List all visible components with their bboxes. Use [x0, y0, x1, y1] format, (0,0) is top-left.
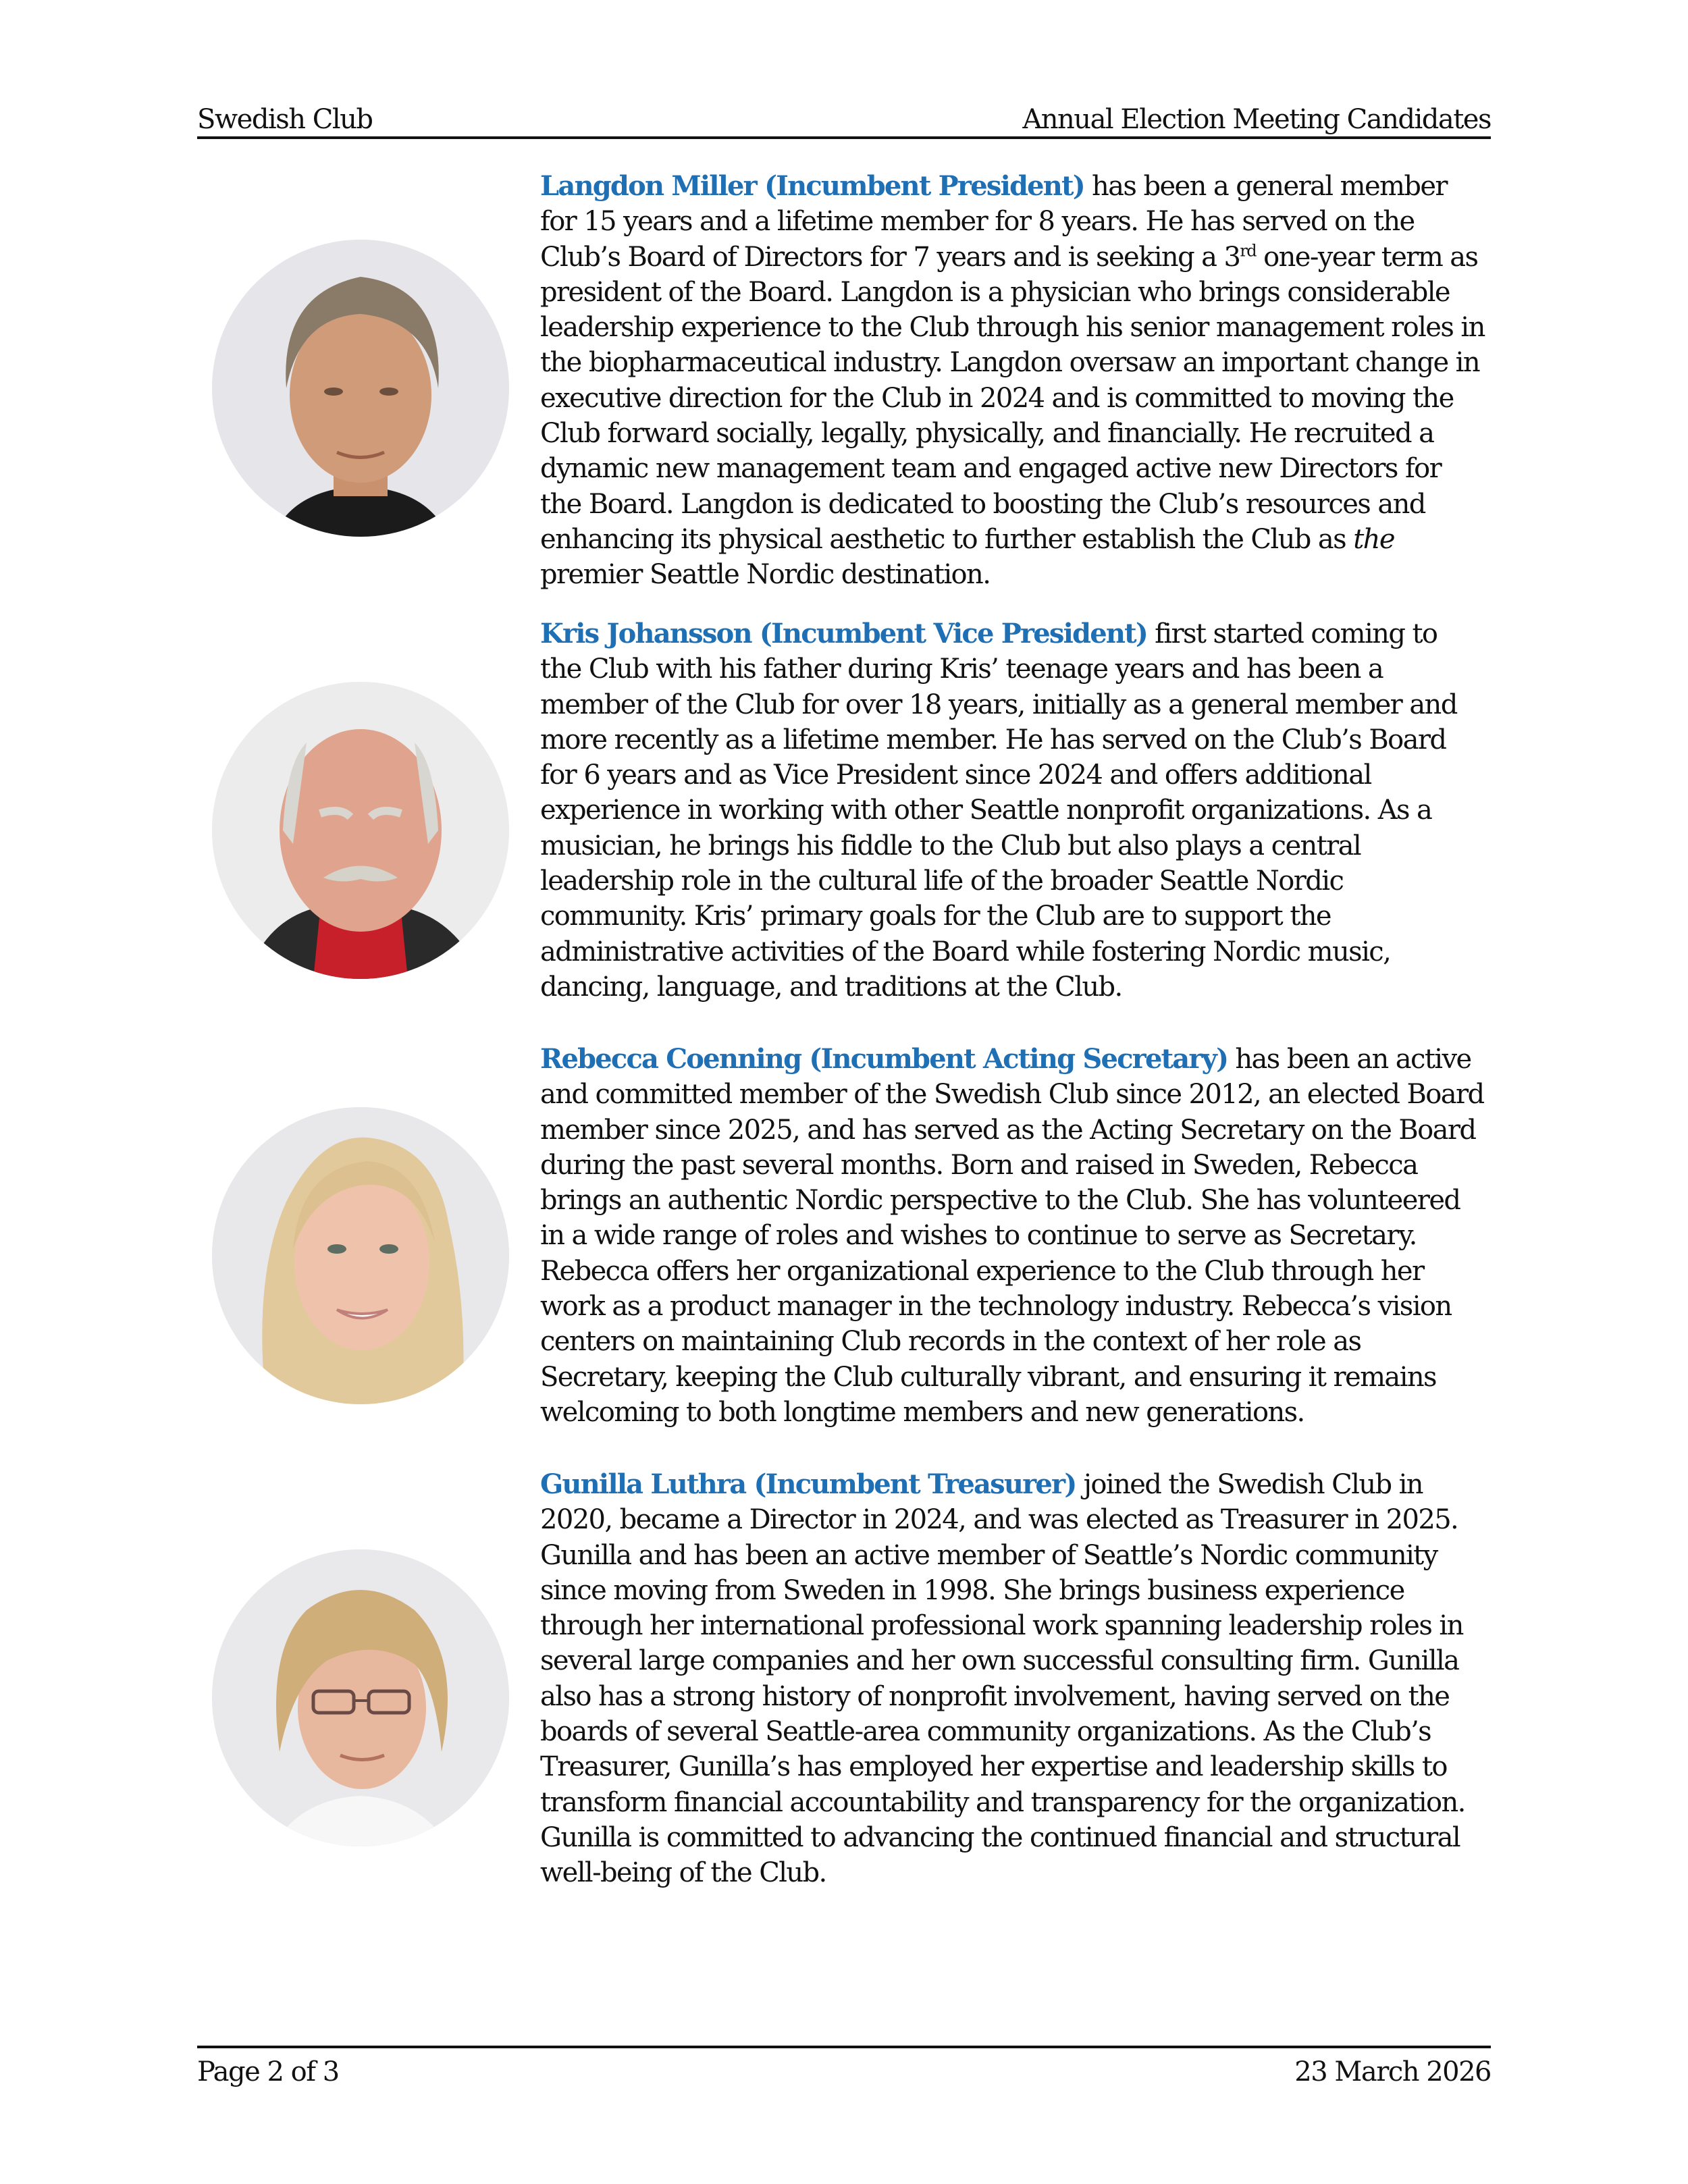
portrait-man-mustache-icon	[212, 682, 509, 979]
candidate-name: Rebecca Coenning (Incumbent Acting Secretary)	[540, 1043, 1228, 1075]
header-club-name: Swedish Club	[197, 104, 373, 135]
candidate-name: Langdon Miller (Incumbent President)	[540, 170, 1084, 202]
candidate-bio: Kris Johansson (Incumbent Vice President) first started coming to the Club with his father during Kris’ teenage years and has been a member of the Club for over 18 years, initially as a general member and more recently as a lifetime member. He has served on the Club’s Board for 6 years and as Vice President since 2024 and offers additional experience in working with other Seattle nonprofit organizations. As a musician, he brings his fiddle to the Club but also plays a central leadership role in the cultural life of the broader Seattle Nordic community. Kris’ primary goals for the Club are to support the administrative activities of the Board while fostering Nordic music, dancing, language, and traditions at the Club.	[540, 618, 1457, 1003]
header-document-title: Annual Election Meeting Candidates	[1022, 104, 1491, 135]
portrait-woman-glasses-icon	[212, 1549, 509, 1846]
portrait-man-gray-hair-icon	[212, 240, 509, 537]
portrait-woman-blonde-long-icon	[212, 1107, 509, 1404]
page-footer	[197, 2046, 1491, 2096]
candidate-photo	[212, 1107, 509, 1404]
document-date: 23 March 2026	[1294, 2056, 1491, 2087]
candidate-bio: Rebecca Coenning (Incumbent Acting Secretary) has been an active and committed member of the Swedish Club since 2012, an elected Board member since 2025, and has served as the Acting Secretary on the Board during the past several months. Born and raised in Sweden, Rebecca brings an authentic Nordic perspective to the Club. She has volunteered in a wide range of roles and wishes to continue to serve as Secretary. Rebecca offers her organizational experience to the Club through her work as a product manager in the technology industry. Rebecca’s vision centers on maintaining Club records in the context of her role as Secretary, keeping the Club culturally vibrant, and ensuring it remains welcoming to both longtime members and new generations.	[540, 1043, 1484, 1428]
candidate-name: Gunilla Luthra (Incumbent Treasurer)	[540, 1468, 1076, 1500]
candidate-photo	[212, 240, 509, 537]
page-number: Page 2 of 3	[197, 2056, 339, 2087]
page-header	[197, 95, 1491, 139]
candidate-photo	[212, 1549, 509, 1846]
candidate-bio: Langdon Miller (Incumbent President) has been a general member for 15 years and a lifetime member for 8 years. He has served on the Club’s Board of Directors for 7 years and is seeking a 3rd one-year term as president of the Board. Langdon is a physician who brings considerable leadership experience to the Club through his senior management roles in the biopharmaceutical industry. Langdon oversaw an important change in executive direction for the Club in 2024 and is committed to moving the Club forward socially, legally, physically, and financially. He recruited a dynamic new management team and engaged active new Directors for the Board. Langdon is dedicated to boosting the Club’s resources and enhancing its physical aesthetic to further establish the Club as the premier Seattle Nordic destination.	[540, 170, 1485, 591]
candidate-photo	[212, 682, 509, 979]
candidate-bio: Gunilla Luthra (Incumbent Treasurer) joined the Swedish Club in 2020, became a Director in 2024, and was elected as Treasurer in 2025. Gunilla and has been an active member of Seattle’s Nordic community since moving from Sweden in 1998. She brings business experience through her international professional work spanning leadership roles in several large companies and her own successful consulting firm. Gunilla also has a strong history of nonprofit involvement, having served on the boards of several Seattle-area community organizations. As the Club’s Treasurer, Gunilla’s has employed her expertise and leadership skills to transform financial accountability and transparency for the organization. Gunilla is committed to advancing the continued financial and structural well-being of the Club.	[540, 1468, 1465, 1889]
candidate-name: Kris Johansson (Incumbent Vice President)	[540, 618, 1147, 649]
